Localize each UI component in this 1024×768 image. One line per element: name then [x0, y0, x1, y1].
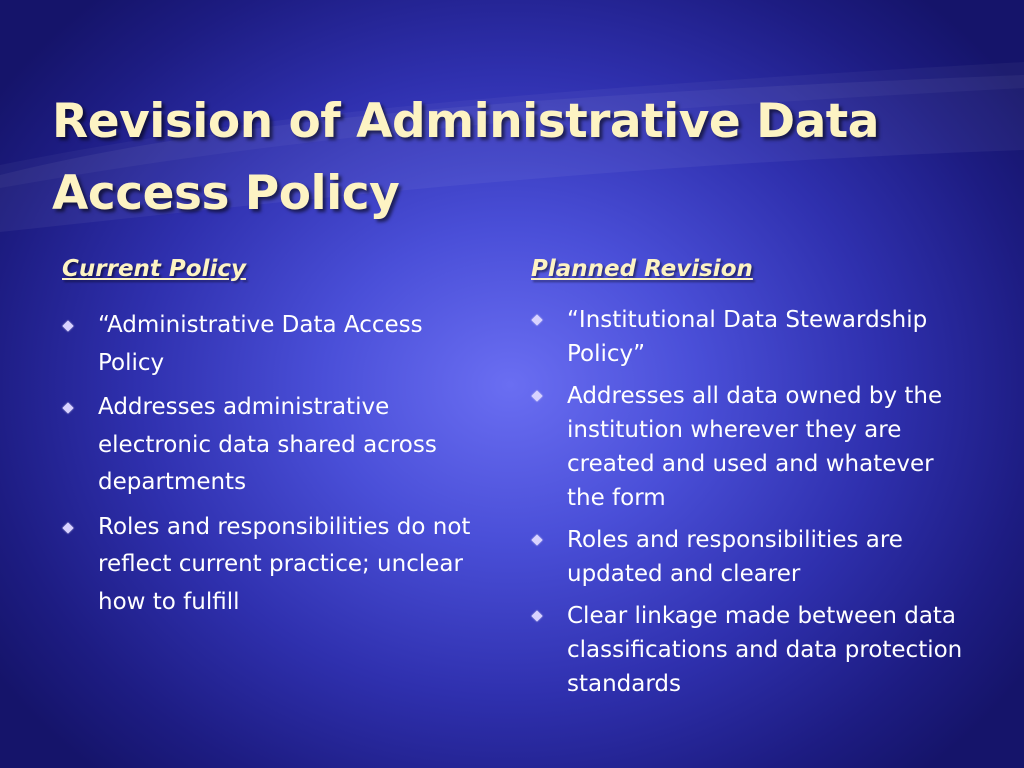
slide-title-line-2: Access Policy: [52, 166, 400, 221]
slide-title: [52, 86, 992, 230]
planned-revision-list: [531, 303, 971, 701]
planned-revision-heading: Planned Revision: [531, 256, 753, 282]
diamond-bullet-icon: [62, 402, 73, 413]
current-policy-column: [62, 250, 482, 628]
current-policy-heading: Current Policy: [62, 256, 246, 282]
list-item: [62, 509, 482, 622]
list-item: [531, 303, 971, 371]
bullet-text: Roles and responsibilities do not reflect current practice; unclear how to fulfill: [98, 513, 471, 615]
slide-title-line-1: Revision of Administrative Data: [52, 94, 879, 149]
list-item: [62, 389, 482, 502]
diamond-bullet-icon: [531, 610, 542, 621]
diamond-bullet-icon: [531, 534, 542, 545]
diamond-bullet-icon: [531, 390, 542, 401]
bullet-text: Roles and responsibilities are updated and clearer: [567, 527, 903, 587]
diamond-bullet-icon: [62, 522, 73, 533]
diamond-bullet-icon: [62, 320, 73, 331]
list-item: [62, 307, 482, 382]
list-item: [531, 379, 971, 515]
list-item: [531, 599, 971, 701]
bullet-text: Addresses all data owned by the institution wherever they are created and used and whatever the form: [567, 383, 943, 511]
bullet-text: Clear linkage made between data classifications and data protection standards: [567, 603, 963, 697]
bullet-text: Addresses administrative electronic data shared across departments: [98, 394, 437, 495]
diamond-bullet-icon: [531, 314, 542, 325]
list-item: [531, 523, 971, 591]
bullet-text: “Institutional Data Stewardship Policy”: [567, 307, 928, 367]
planned-revision-column: [531, 250, 971, 709]
bullet-text: “Administrative Data Access Policy: [98, 312, 423, 376]
current-policy-list: [62, 307, 482, 621]
